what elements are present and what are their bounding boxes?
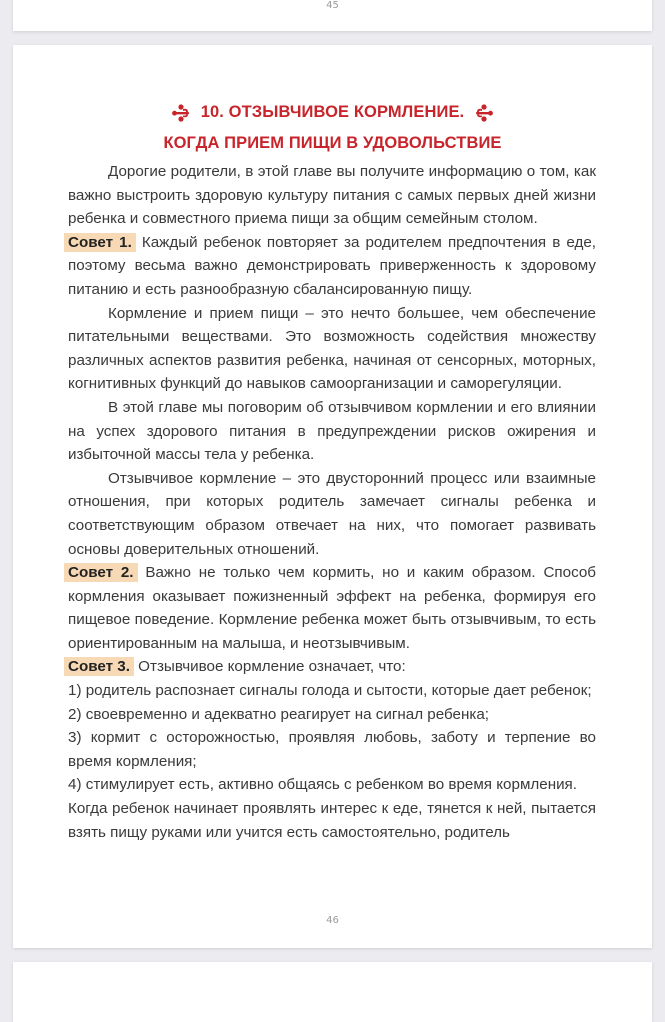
page-number: 46 bbox=[326, 915, 339, 926]
tip-text: Отзывчивое кормление означает, что: bbox=[133, 658, 406, 676]
chapter-body bbox=[68, 160, 596, 844]
list-item: 1) родитель распознает сигналы голода и сытости, которые дает ребенок; bbox=[68, 682, 592, 700]
list-item: 3) кормит с осторожностью, проявляя любовь, заботу и терпение во время кормления; bbox=[68, 729, 596, 770]
paragraph: Кормление и прием пищи – это нечто большее, чем обеспечение питательными веществами. Это возможность содействия множеству различных аспектов развития ребенка, начиная от сенсорных, моторных, когнитивных функций до навыков самоорганизации и саморегуляции. bbox=[68, 304, 596, 393]
page-number: 45 bbox=[326, 0, 339, 11]
tip-paragraph bbox=[68, 655, 596, 679]
tip-text: Важно не только чем кормить, но и каким образом. Способ кормления оказывает пожизненный эффект на ребенка, формируя его пищевое поведение. Кормление ребенка может быть отзывчивым, то есть ориентированным на малыша, и неотзывчивым. bbox=[68, 564, 596, 652]
heading-line-1: 10. ОТЗЫВЧИВОЕ КОРМЛЕНИЕ. bbox=[200, 103, 465, 121]
fleur-ornament-icon bbox=[474, 103, 494, 123]
list-item: 2) своевременно и адекватно реагирует на сигнал ребенка; bbox=[68, 705, 490, 723]
chapter-heading bbox=[13, 100, 652, 156]
list-item: 4) стимулирует есть, активно общаясь с ребенком во время кормления. bbox=[68, 776, 578, 794]
tip-paragraph bbox=[68, 561, 596, 655]
next-page bbox=[13, 962, 652, 1022]
previous-page bbox=[13, 0, 652, 31]
current-page bbox=[13, 45, 652, 948]
tip-paragraph bbox=[68, 231, 596, 302]
tip-label: Совет 2. bbox=[64, 563, 138, 582]
fleur-ornament-icon bbox=[171, 103, 191, 123]
tip-label: Совет 1. bbox=[64, 233, 136, 252]
paragraph: Дорогие родители, в этой главе вы получите информацию о том, как важно выстроить здоровую культуру питания с самых первых дней жизни ребенка и совместного приема пищи за общим семейным столом. bbox=[68, 163, 596, 228]
tip-text: Каждый ребенок повторяет за родителем предпочтения в еде, поэтому весьма важно демонстрировать приверженность к здоровому питанию и есть разнообразную сбалансированную пищу. bbox=[68, 233, 597, 298]
paragraph: Когда ребенок начинает проявлять интерес к еде, тянется к ней, пытается взять пищу руками или учится есть самостоятельно, родитель bbox=[68, 800, 596, 841]
paragraph: В этой главе мы поговорим об отзывчивом кормлении и его влиянии на успех здорового питания в предупреждении рисков ожирения и избыточной массы тела у ребенка. bbox=[68, 398, 596, 464]
heading-line-2: КОГДА ПРИЕМ ПИЩИ В УДОВОЛЬСТВИЕ bbox=[163, 133, 502, 152]
paragraph: Отзывчивое кормление – это двусторонний процесс или взаимные отношения, при которых родитель замечает сигналы ребенка и соответствующим образом отвечает на них, что помогает развивать основы доверительных отношений. bbox=[68, 469, 596, 558]
tip-label: Совет 3. bbox=[64, 657, 134, 676]
